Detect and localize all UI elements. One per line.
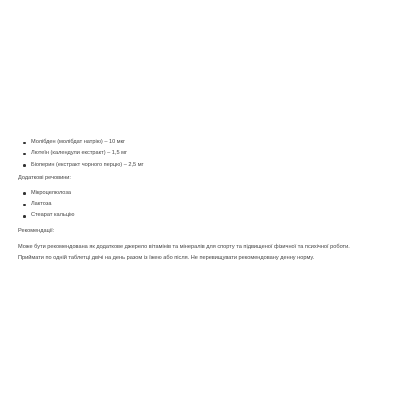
product-description [18, 139, 388, 267]
recommendations-heading: Рекомендації: [18, 227, 55, 234]
recommendations-text-line-1: Може бути рекомендована як додаткове джерело вітамінів та мінералів для спорту та підвищеної фізичної та психічної роботи. [18, 243, 350, 250]
list-item: Біоперин (екстракт чорного перцю) – 2,5 мг [18, 162, 388, 173]
ingredients-list [18, 139, 388, 173]
additional-substances-heading: Додаткові речовини: [18, 174, 71, 181]
list-item: Мікроцелюлоза [18, 190, 388, 201]
list-item: Лютеїн (календули екстракт) – 1,5 мг [18, 150, 388, 161]
recommendations-text-line-2: Приймати по одній таблетці двічі на день разом із їжею або після. Не перевищувати рекомендовану денну норму. [18, 255, 315, 262]
additional-substances-list [18, 190, 388, 224]
list-item: Молібден (молібдат натрію) – 10 мкг [18, 139, 388, 150]
list-item: Лактоза [18, 201, 388, 212]
list-item: Стеарат кальцію [18, 212, 388, 223]
